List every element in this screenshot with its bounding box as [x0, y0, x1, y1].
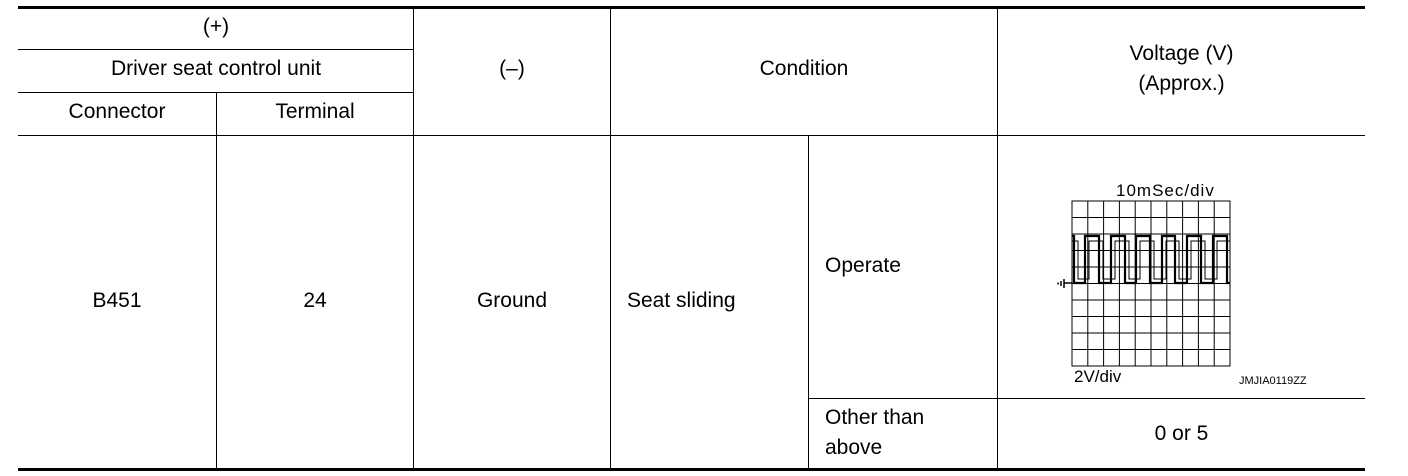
state-other-line2: above	[825, 436, 883, 459]
condition-cell: Seat sliding	[627, 289, 736, 312]
connector-header: Connector	[68, 100, 166, 123]
table-bottom-rule	[18, 468, 1365, 471]
minus-header: (–)	[499, 57, 525, 80]
table-top-rule	[18, 6, 1365, 9]
condition-header: Condition	[759, 57, 849, 80]
minus-cell: Ground	[476, 289, 548, 312]
state-operate: Operate	[825, 254, 901, 277]
col-rule-state	[808, 136, 809, 469]
figure-id: JMJIA0119ZZ	[1239, 375, 1307, 387]
col-rule-terminal	[216, 93, 217, 469]
header-bottom-rule	[18, 135, 1365, 136]
plus-header: (+)	[202, 15, 230, 38]
square-wave-trace	[1072, 236, 1230, 283]
time-div-label: 10mSec/div	[1116, 181, 1215, 200]
terminal-header: Terminal	[275, 100, 355, 123]
voltage-header-line2: (Approx.)	[1138, 72, 1225, 95]
connector-cell: B451	[92, 289, 142, 312]
voltage-header-line1: Voltage (V)	[1129, 42, 1234, 65]
row-split-rule	[808, 398, 1365, 399]
voltage-other: 0 or 5	[1154, 422, 1209, 445]
unit-header: Driver seat control unit	[110, 57, 322, 80]
state-other-line1: Other than	[825, 406, 925, 429]
volt-div-label: 2V/div	[1074, 367, 1122, 386]
oscilloscope-waveform	[1050, 175, 1340, 395]
ground-symbol-icon	[1058, 279, 1072, 288]
terminal-cell: 24	[303, 289, 327, 312]
header-rule-1	[18, 49, 414, 50]
